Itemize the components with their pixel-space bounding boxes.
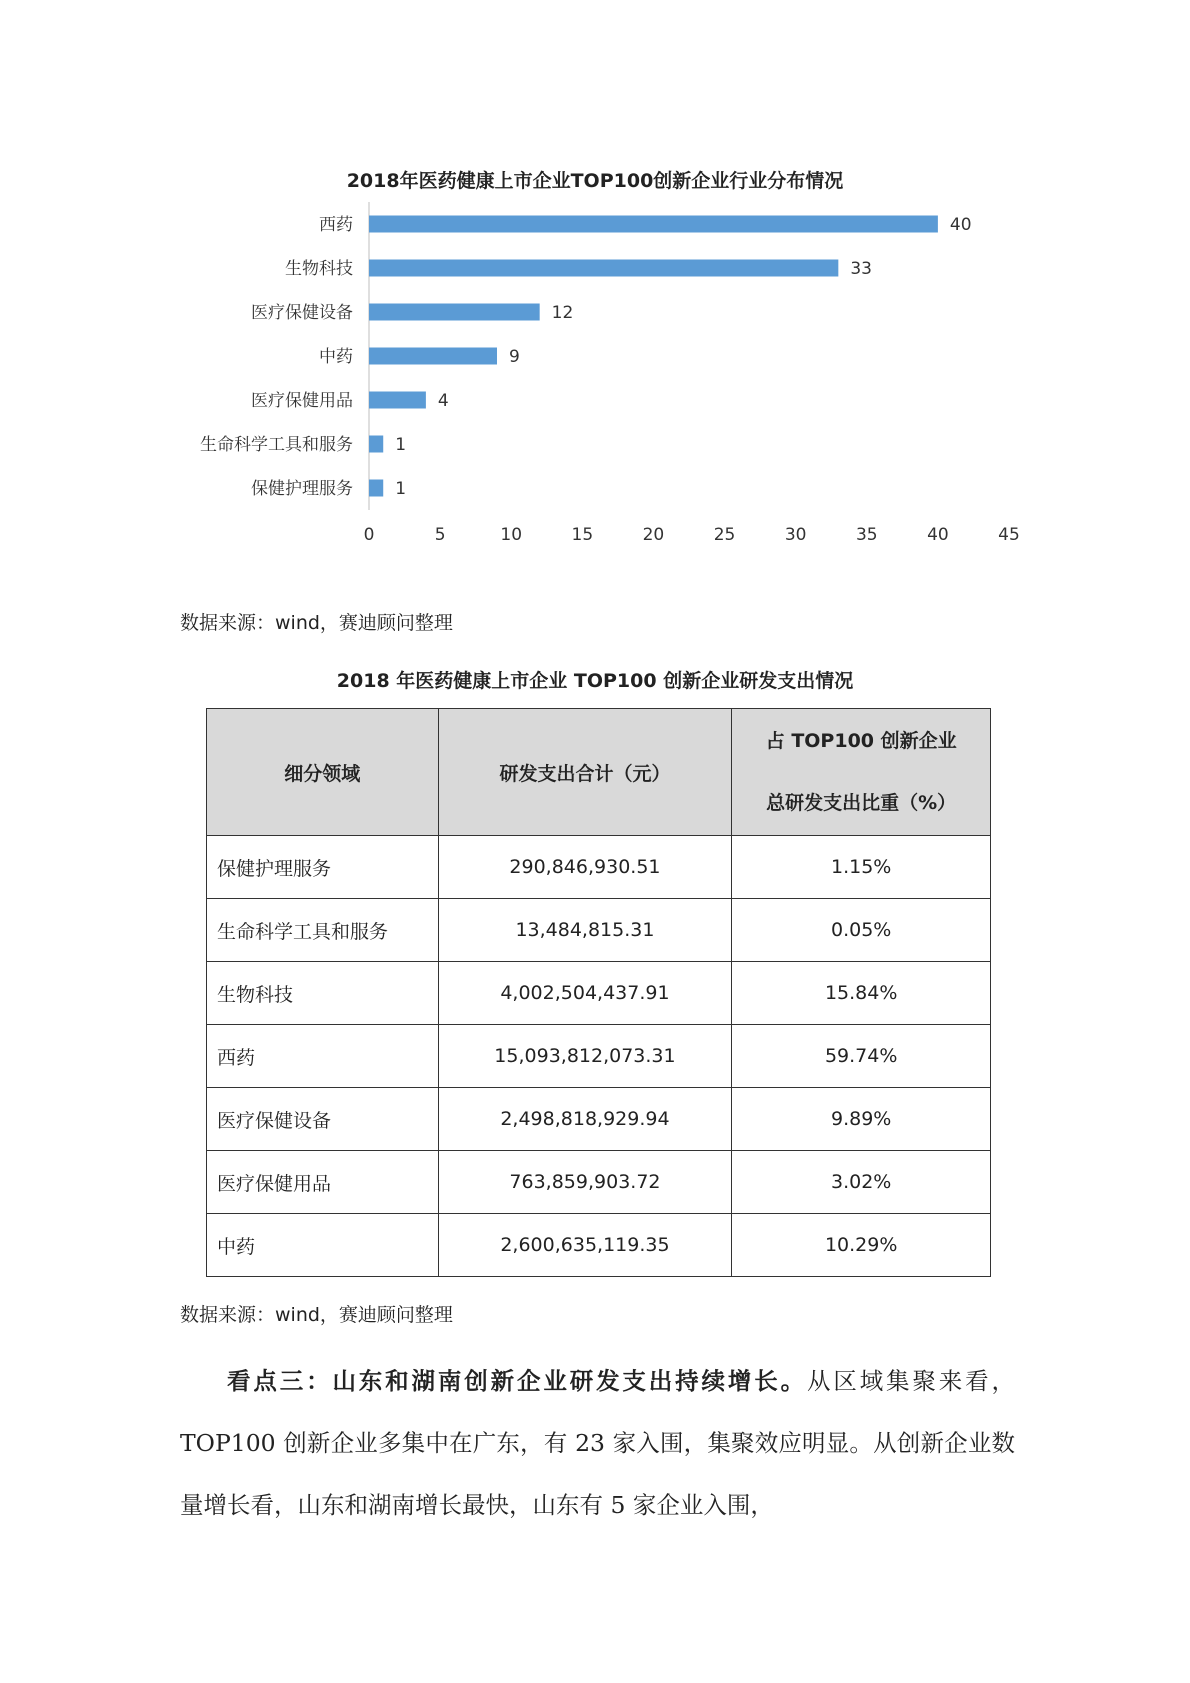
table-title: 2018 年医药健康上市企业 TOP100 创新企业研发支出情况 — [336, 670, 854, 692]
x-tick-label: 20 — [642, 525, 665, 545]
cell-share: 9.89% — [732, 1088, 991, 1151]
table-source: 数据来源：wind，赛迪顾问整理 — [180, 1304, 453, 1326]
cell-amount: 2,600,635,119.35 — [438, 1214, 732, 1277]
table-row — [207, 1088, 991, 1151]
cell-share: 10.29% — [732, 1214, 991, 1277]
cell-share: 15.84% — [732, 962, 991, 1025]
data-label: 33 — [850, 259, 872, 279]
header-share — [732, 709, 991, 836]
header-field: 细分领域 — [207, 709, 439, 836]
table-row — [207, 899, 991, 962]
cell-share: 3.02% — [732, 1151, 991, 1214]
body-paragraph — [180, 1350, 1015, 1536]
header-amount: 研发支出合计（元） — [438, 709, 732, 836]
cell-field: 生命科学工具和服务 — [207, 899, 439, 962]
category-label: 中药 — [319, 347, 353, 367]
bar — [369, 436, 383, 453]
cell-field: 生物科技 — [207, 962, 439, 1025]
table-row — [207, 1151, 991, 1214]
rd-expense-table — [206, 708, 991, 1277]
cell-field: 中药 — [207, 1214, 439, 1277]
category-label: 医疗保健用品 — [251, 391, 353, 411]
bar — [369, 348, 497, 365]
category-label: 医疗保健设备 — [251, 303, 353, 323]
chart-title: 2018年医药健康上市企业TOP100创新企业行业分布情况 — [346, 170, 844, 192]
body-text: 从区域集聚来看，TOP100 创新企业多集中在广东，有 23 家入围，集聚效应明显。从创新企业数量增长看，山东和湖南增长最快，山东有 5 家企业入围， — [180, 1367, 1016, 1519]
bar — [369, 392, 426, 409]
cell-amount: 763,859,903.72 — [438, 1151, 732, 1214]
cell-share: 1.15% — [732, 836, 991, 899]
cell-amount: 15,093,812,073.31 — [438, 1025, 732, 1088]
data-label: 40 — [949, 215, 972, 235]
chart-source: 数据来源：wind，赛迪顾问整理 — [180, 612, 453, 634]
data-label: 9 — [509, 347, 520, 367]
cell-share: 0.05% — [732, 899, 991, 962]
table-row — [207, 1214, 991, 1277]
x-tick-label: 40 — [927, 525, 949, 545]
x-tick-label: 35 — [855, 525, 878, 545]
table-row — [207, 1025, 991, 1088]
cell-field: 西药 — [207, 1025, 439, 1088]
bar — [369, 260, 838, 277]
x-tick-label: 15 — [571, 525, 594, 545]
cell-field: 医疗保健设备 — [207, 1088, 439, 1151]
bar — [369, 304, 540, 321]
data-label: 12 — [551, 303, 574, 323]
category-label: 生命科学工具和服务 — [200, 435, 353, 455]
table-header-row — [207, 709, 991, 836]
x-tick-label: 30 — [784, 525, 807, 545]
cell-field: 医疗保健用品 — [207, 1151, 439, 1214]
header-share-line1: 占 TOP100 创新企业 — [765, 730, 957, 752]
table-row — [207, 962, 991, 1025]
bar — [369, 480, 383, 497]
bar-chart — [0, 0, 1190, 560]
cell-amount: 4,002,504,437.91 — [438, 962, 732, 1025]
x-tick-label: 5 — [434, 525, 446, 545]
category-label: 生物科技 — [285, 259, 353, 279]
cell-share: 59.74% — [732, 1025, 991, 1088]
cell-field: 保健护理服务 — [207, 836, 439, 899]
cell-amount: 13,484,815.31 — [438, 899, 732, 962]
category-label: 西药 — [319, 215, 353, 235]
data-label: 1 — [395, 435, 407, 455]
header-share-line2: 总研发支出比重（%） — [766, 792, 957, 814]
data-label: 1 — [395, 479, 407, 499]
cell-amount: 290,846,930.51 — [438, 836, 732, 899]
body-lead: 看点三：山东和湖南创新企业研发支出持续增长。 — [227, 1367, 807, 1395]
x-tick-label: 25 — [713, 525, 736, 545]
cell-amount: 2,498,818,929.94 — [438, 1088, 732, 1151]
x-tick-label: 0 — [363, 525, 375, 545]
bar — [369, 216, 938, 233]
table-row — [207, 836, 991, 899]
x-tick-label: 45 — [998, 525, 1020, 545]
x-tick-label: 10 — [500, 525, 523, 545]
data-label: 4 — [437, 391, 449, 411]
category-label: 保健护理服务 — [251, 479, 353, 499]
